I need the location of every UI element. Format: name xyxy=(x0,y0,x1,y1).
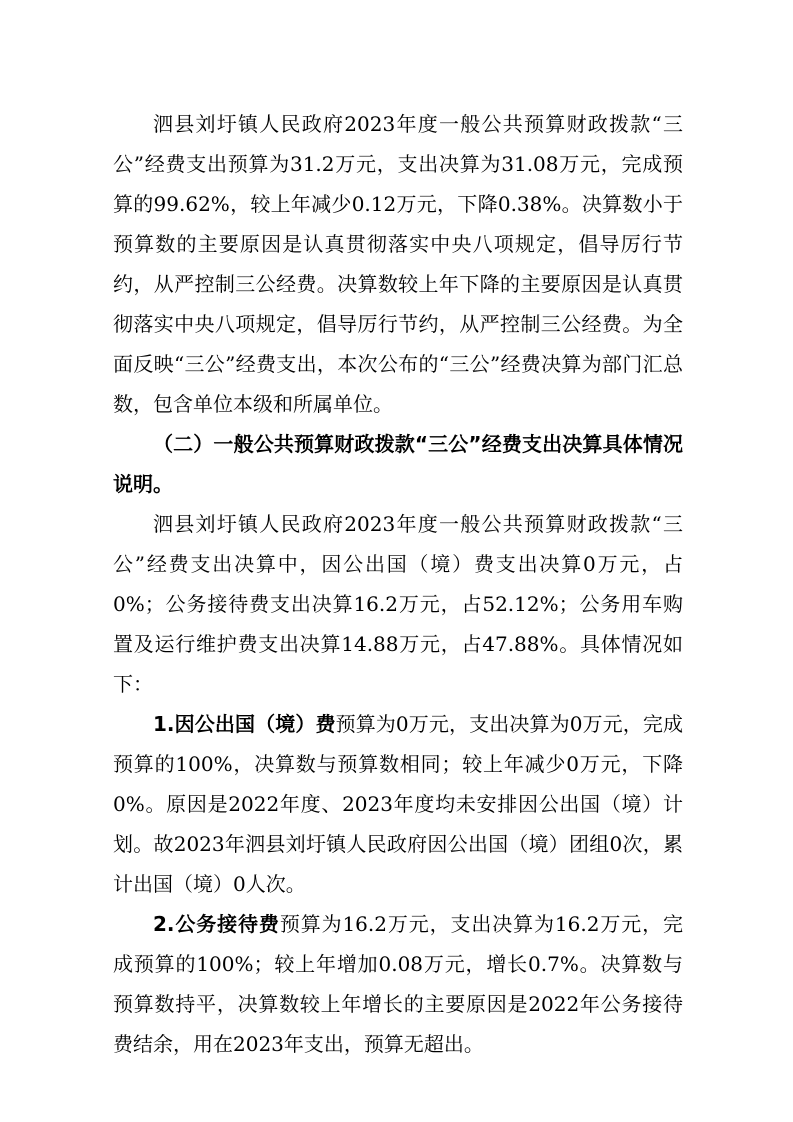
item-overseas-travel-lead: 1.因公出国（境）费 xyxy=(153,712,336,736)
item-overseas-travel xyxy=(113,704,683,904)
document-body xyxy=(113,104,683,1064)
paragraph-breakdown: 泗县刘圩镇人民政府2023年度一般公共预算财政拨款“三公”经费支出决算中，因公出国（境）费支出决算0万元，占0%；公务接待费支出决算16.2万元，占52.12%；公务用车购置及运行维护费支出决算14.88万元，占47.88%。具体情况如下： xyxy=(113,512,683,696)
section-heading: （二）一般公共预算财政拨款“三公”经费支出决算具体情况说明。 xyxy=(113,432,683,496)
paragraph-summary: 泗县刘圩镇人民政府2023年度一般公共预算财政拨款“三公”经费支出预算为31.2万元，支出决算为31.08万元，完成预算的99.62%，较上年减少0.12万元，下降0.38%。决算数小于预算数的主要原因是认真贯彻落实中央八项规定，倡导厉行节约，从严控制三公经费。决算数较上年下降的主要原因是认真贯彻落实中央八项规定，倡导厉行节约，从严控制三公经费。为全面反映“三公”经费支出，本次公布的“三公”经费决算为部门汇总数，包含单位本级和所属单位。 xyxy=(113,112,683,416)
item-reception-lead: 2.公务接待费 xyxy=(153,912,280,936)
item-overseas-travel-text: 预算为0万元，支出决算为0万元，完成预算的100%，决算数与预算数相同；较上年减少0万元，下降0%。原因是2022年度、2023年度均未安排因公出国（境）计划。故2023年泗县刘圩镇人民政府因公出国（境）团组0次，累计出国（境）0人次。 xyxy=(113,712,684,896)
item-reception xyxy=(113,904,683,1064)
item-reception-text: 预算为16.2万元，支出决算为16.2万元，完成预算的100%；较上年增加0.08万元，增长0.7%。决算数与预算数持平，决算数较上年增长的主要原因是2022年公务接待费结余，用在2023年支出，预算无超出。 xyxy=(113,912,683,1056)
